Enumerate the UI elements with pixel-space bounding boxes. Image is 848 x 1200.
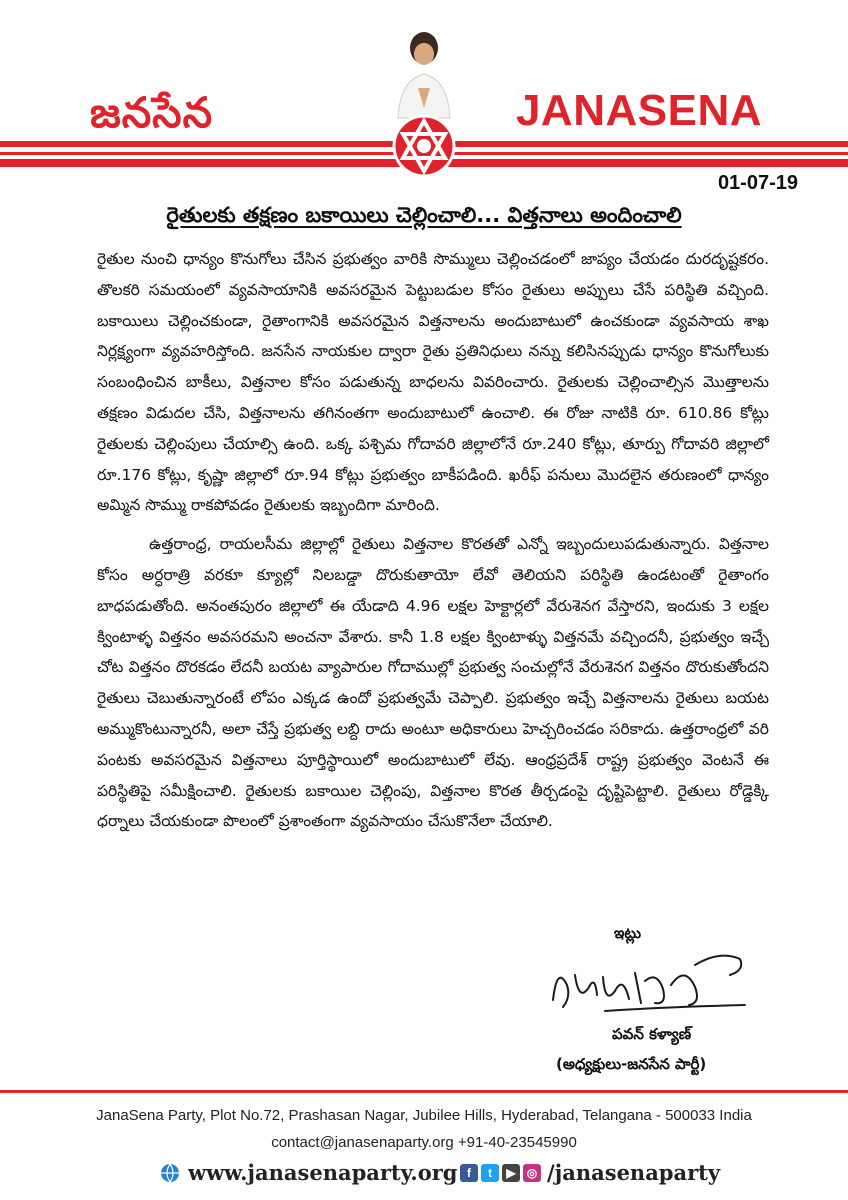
paragraph-2: ఉత్తరాంధ్ర, రాయలసీమ జిల్లాల్లో రైతులు విత్తనాల కొరతతో ఎన్నో ఇబ్బందులుపడుతున్నారు. విత్తనాల కోసం అర్ధరాత్రి వరకూ క్యూల్లో నిలబడ్డా దొరుకుతాయో లేవో తెలియని పరిస్థితి ఉండటంతో రైతాంగం బాధపడుతోంది. అనంతపురం జిల్లాలో ఈ యేడాది 4.96 లక్షల హెక్టార్లలో వేరుశెనగ వేస్తారని, ఇందుకు 3 లక్షల క్వింటాళ్ళ విత్తనం అవసరమని అంచనా వేశారు. కానీ 1.8 లక్షల క్వింటాళ్ళు విత్తనమే వచ్చిందనీ, ప్రభుత్వం ఇచ్చే చోట విత్తనం దొరకడం లేదనీ బయట వ్యాపారుల గోదాముల్లో ప్రభుత్వ సంచుల్లోనే వేరుశెనగ విత్తనం దొరుకుతోందని రైతులు చెబుతున్నారంటే లోపం ఎక్కడ ఉందో ప్రభుత్వమే చెప్పాలి. ప్రభుత్వం ఇచ్చే విత్తనాలను రైతులు బయట అమ్ముకొంటున్నారనీ, అలా చేస్తే ప్రభుత్వ లబ్ది రాదు అంటూ అధికారులు హెచ్చరించడం సరికాదు. ఉత్తరాంధ్రలో వరి పంటకు అవసరమైన విత్తనాలు పూర్తిస్థాయిలో అందుబాటులో లేవు. ఆంధ్రప్రదేశ్ రాష్ట్ర ప్రభుత్వం వెంటనే ఈ పరిస్థితిపై సమీక్షించాలి. రైతులకు బకాయిల చెల్లింపు, విత్తనాల కొరత తీర్చడంపై దృష్టిపెట్టాలి. రైతులు రోడ్డెక్కి ధర్నాలు చేయకుండా పొలంలో ప్రశాంతంగా వ్యవసాయం చేసుకొనేలా చేయాలి. — [97, 535, 769, 831]
social-handle[interactable] — [460, 1160, 720, 1185]
logo-telugu: జనసేన — [90, 88, 214, 137]
footer-contact: contact@janasenaparty.org +91-40-23545990 — [271, 1134, 577, 1151]
letterhead — [0, 0, 848, 170]
footer-address: JanaSena Party, Plot No.72, Prashasan Nagar, Jubilee Hills, Hyderabad, Telangana - 500033 India — [96, 1107, 752, 1124]
signer-title: (అధ్యక్షులు-జనసేన పార్టీ) — [556, 1055, 707, 1073]
party-emblem-icon — [376, 18, 472, 178]
footer-divider — [0, 1090, 848, 1093]
signer-name: పవన్ కళ్యాణ్ — [612, 1025, 692, 1043]
letter-body — [97, 244, 769, 837]
social-handle-text: /janasenaparty — [547, 1160, 721, 1185]
letter-title: రైతులకు తక్షణం బకాయిలు చెల్లించాలి... విత్తనాలు అందించాలి — [166, 203, 682, 227]
handwritten-signature — [545, 945, 755, 1025]
youtube-icon[interactable]: ▶ — [502, 1164, 520, 1182]
website-link[interactable] — [160, 1160, 457, 1185]
instagram-icon[interactable]: ◎ — [523, 1164, 541, 1182]
globe-icon — [160, 1163, 180, 1183]
paragraph-1: రైతుల నుంచి ధాన్యం కొనుగోలు చేసిన ప్రభుత్వం వారికి సొమ్ములు చెల్లించడంలో జాప్యం చేయడం దురదృష్టకరం. తొలకరి సమయంలో వ్యవసాయానికి అవసరమైన పెట్టుబడుల కోసం రైతులు అప్పులు చేసే పరిస్థితి వచ్చింది. బకాయిలు చెల్లించకుండా, రైతాంగానికి అవసరమైన విత్తనాలను అందుబాటులో ఉంచకుండా వ్యవసాయ శాఖ నిర్లక్ష్యంగా వ్యవహరిస్తోంది. జనసేన నాయకుల ద్వారా రైతు ప్రతినిధులు నన్ను కలిసినప్పుడు ధాన్యం కొనుగోలుకు సంబంధించిన బాకీలు, విత్తనాల కోసం పడుతున్న బాధలను వివరించారు. రైతులకు చెల్లించాల్సిన మొత్తాలను తక్షణం విడుదల చేసి, విత్తనాలను తగినంతగా అందుబాటులో ఉంచాలి. ఈ రోజు నాటికి రూ. 610.86 కోట్లు రైతులకు చెల్లింపులు చేయాల్సి ఉంది. ఒక్క పశ్చిమ గోదావరి జిల్లాలోనే రూ.240 కోట్లు, తూర్పు గోదావరి జిల్లాలో రూ.176 కోట్లు, కృష్ణా జిల్లాలో రూ.94 కోట్లు ప్రభుత్వం బాకీపడింది. ఖరీఫ్ పనులు మొదలైన తరుణంలో ధాన్యం అమ్మిన సొమ్ము రాకపోవడం రైతులకు ఇబ్బందిగా మారింది. — [97, 250, 769, 515]
logo-english: JANASENA — [515, 86, 762, 135]
letter-date: 01-07-19 — [717, 172, 798, 194]
website-text: www.janasenaparty.org — [188, 1160, 458, 1185]
closing-text: ఇట్లు — [614, 924, 642, 942]
facebook-icon[interactable]: f — [460, 1164, 478, 1182]
social-icons — [460, 1164, 541, 1182]
twitter-icon[interactable]: t — [481, 1164, 499, 1182]
